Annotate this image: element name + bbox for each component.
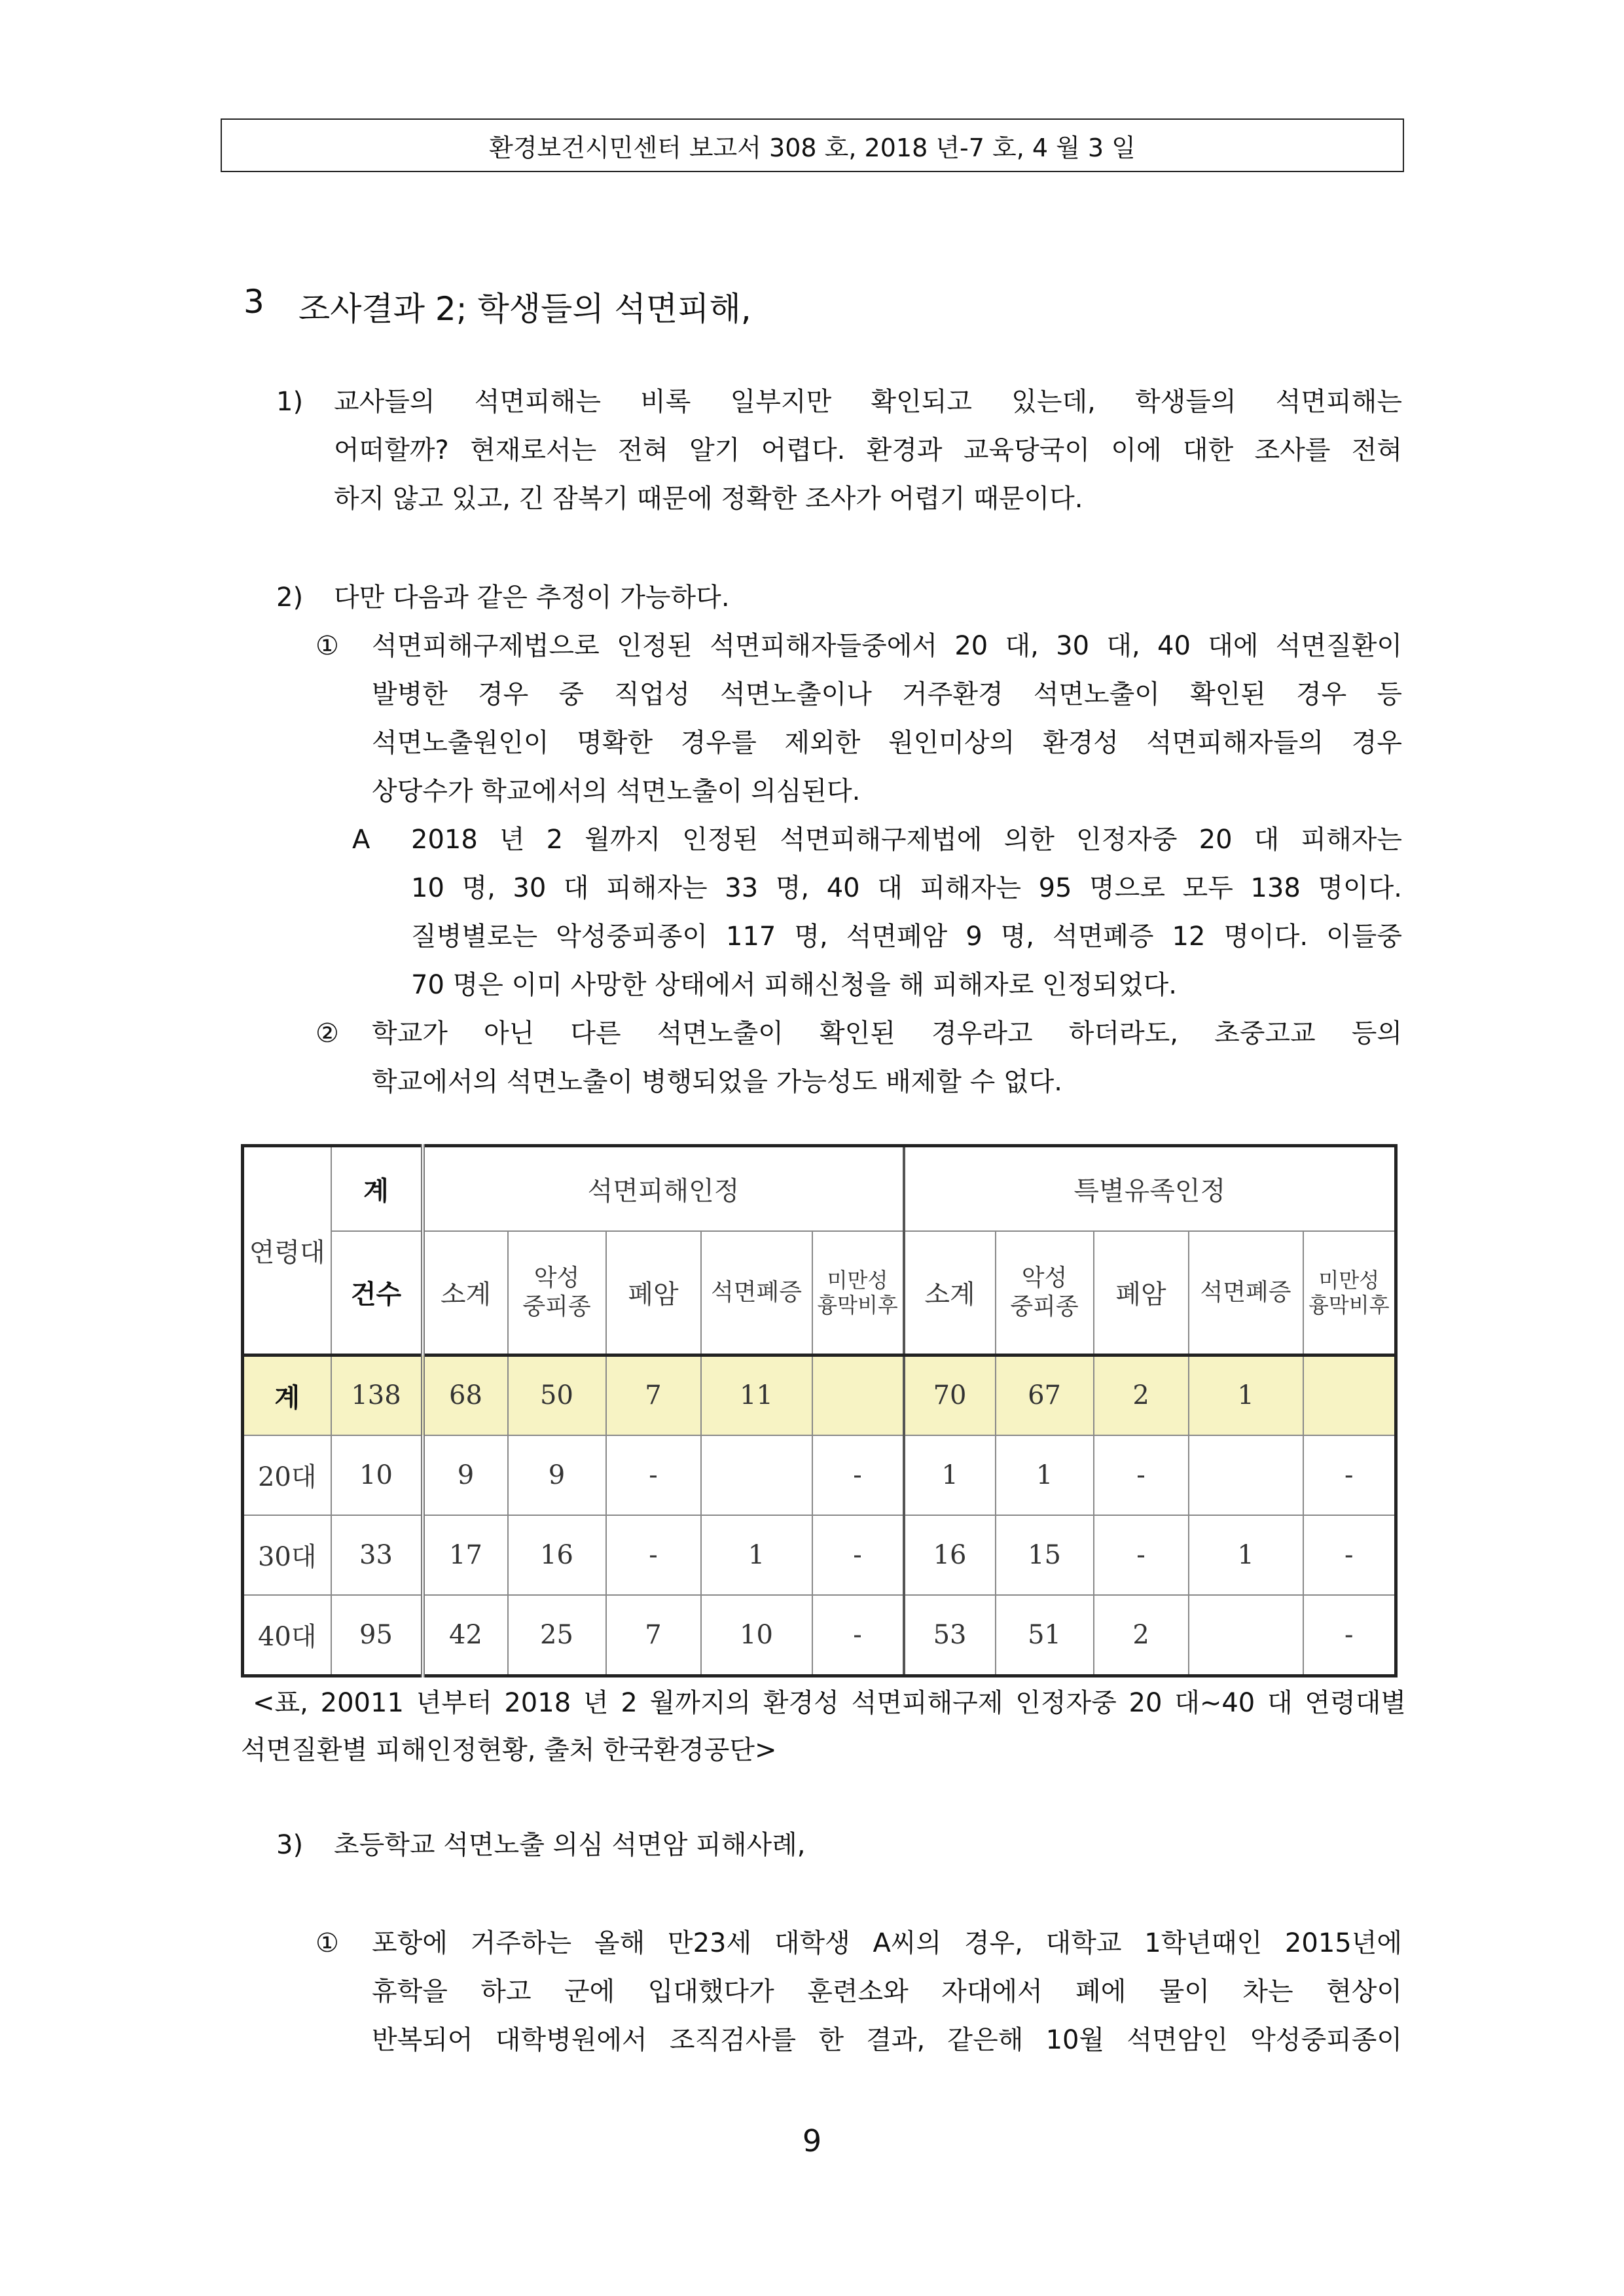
table-cell: 10 [331,1435,423,1515]
table-row [243,1355,1396,1435]
count-header: 건수 [331,1231,423,1355]
item1-line-3: 하지 않고 있고, 긴 잠복기 때문에 정확한 조사가 어렵기 때문이다. [334,484,1083,514]
item2-sub1-line-3: 석면노출원인이 명확한 경우를 제외한 원인미상의 환경성 석면피해자들의 경우 [372,728,1402,758]
table-cell: - [1303,1515,1396,1595]
item2-sub2-marker: ② [316,1018,339,1049]
table-cell: 1 [996,1435,1094,1515]
table-cell: 7 [606,1595,701,1676]
report-header-text: 환경보건시민센터 보고서 308 호, 2018 년-7 호, 4 월 3 일 [489,133,1136,162]
table-cell: - [1094,1515,1189,1595]
table-cell: 9 [423,1435,508,1515]
item3-sub1-line-3: 반복되어 대학병원에서 조직검사를 한 결과, 같은해 10월 석면암인 악성중피종이 [372,2025,1402,2055]
item2-subA-line-3: 질병별로는 악성중피종이 117 명, 석면폐암 9 명, 석면폐증 12 명이다. 이들중 [411,922,1402,952]
table-cell: 51 [996,1595,1094,1676]
table-cell [701,1435,812,1515]
g1-pleural-thickening-header: 미만성 흉막비후 [812,1231,904,1355]
item2-sub2-line-2: 학교에서의 석면노출이 병행되었을 가능성도 배제할 수 없다. [372,1067,1063,1097]
g2-asbestosis-header: 석면폐증 [1189,1231,1303,1355]
table-cell [812,1355,904,1435]
table-cell: - [1094,1435,1189,1515]
item2-marker: 2) [276,583,304,613]
table-cell: 50 [508,1355,606,1435]
row-label: 30대 [243,1515,331,1595]
age-group-header: 연령대 [243,1146,331,1355]
section-title [244,283,751,330]
g1-asbestosis-header: 석면폐증 [701,1231,812,1355]
table-cell: - [1303,1435,1396,1515]
item3-sub1-line-2: 휴학을 하고 군에 입대했다가 훈련소와 자대에서 폐에 물이 차는 현상이 [372,1977,1402,2007]
table-cell: - [606,1515,701,1595]
item2-sub1-line-4: 상당수가 학교에서의 석면노출이 의심된다. [372,776,861,806]
item2-text: 다만 다음과 같은 추정이 가능하다. [334,583,730,613]
table-cell: - [606,1435,701,1515]
stats-table [241,1144,1398,1677]
item1-marker: 1) [276,387,304,417]
item2-subA-line-2: 10 명, 30 대 피해자는 33 명, 40 대 피해자는 95 명으로 모두 138 명이다. [411,873,1402,903]
table-cell: - [812,1595,904,1676]
table-cell: 53 [904,1595,996,1676]
row-label: 20대 [243,1435,331,1515]
table-cell: 25 [508,1595,606,1676]
table-caption [241,1679,1406,1774]
table-cell: 67 [996,1355,1094,1435]
table-cell: 138 [331,1355,423,1435]
table-cell: 17 [423,1515,508,1595]
row-label: 계 [243,1355,331,1435]
table-cell: 1 [701,1515,812,1595]
item3-text: 초등학교 석면노출 의심 석면암 피해사례, [334,1830,806,1860]
table-cell: - [812,1515,904,1595]
recognition-group-header: 석면피해인정 [423,1146,904,1231]
g2-subtotal-header: 소계 [904,1231,996,1355]
item1-line-2: 어떠할까? 현재로서는 전혀 알기 어렵다. 환경과 교육당국이 이에 대한 조사를 전혀 [334,435,1402,465]
table-cell: 1 [1189,1355,1303,1435]
table-row [243,1515,1396,1595]
item2-sub2-line-1: 학교가 아닌 다른 석면노출이 확인된 경우라고 하더라도, 초중고교 등의 [372,1018,1402,1049]
section-number: 3 [244,283,264,321]
table-cell [1189,1435,1303,1515]
special-bereaved-group-header: 특별유족인정 [904,1146,1396,1231]
item2-sub1-line-2: 발병한 경우 중 직업성 석면노출이나 거주환경 석면노출이 확인된 경우 등 [372,679,1402,709]
table-cell: 70 [904,1355,996,1435]
caption-line-1: <표, 20011 년부터 2018 년 2 월까지의 환경성 석면피해구제 인정자중 20 대~40 대 연령대별 [253,1688,1406,1718]
table-cell: 15 [996,1515,1094,1595]
caption-line-2: 석면질환별 피해인정현황, 출처 한국환경공단> [241,1735,777,1765]
table-cell: - [1303,1595,1396,1676]
table-row [243,1435,1396,1515]
row-label: 40대 [243,1595,331,1676]
item3-sub1-marker: ① [316,1928,339,1958]
item2-subA-line-4: 70 명은 이미 사망한 상태에서 피해신청을 해 피해자로 인정되었다. [411,970,1177,1000]
table-row [243,1595,1396,1676]
table-cell: 68 [423,1355,508,1435]
item2-sub1-line-1: 석면피해구제법으로 인정된 석면피해자들중에서 20 대, 30 대, 40 대에 석면질환이 [372,631,1402,661]
table-cell: 16 [904,1515,996,1595]
total-header: 계 [331,1146,423,1231]
g1-lung-cancer-header: 폐암 [606,1231,701,1355]
item3-sub1-line-1: 포항에 거주하는 올해 만23세 대학생 A씨의 경우, 대학교 1학년때인 2015년에 [372,1928,1402,1958]
table-cell: 1 [904,1435,996,1515]
table-cell: 1 [1189,1515,1303,1595]
table-cell [1189,1595,1303,1676]
table-cell: 33 [331,1515,423,1595]
table-cell: - [812,1435,904,1515]
g1-mesothelioma-header: 악성 중피종 [508,1231,606,1355]
item3-marker: 3) [276,1830,304,1860]
table-cell: 16 [508,1515,606,1595]
table-cell: 2 [1094,1355,1189,1435]
asbestos-victims-table [241,1144,1394,1674]
item1-line-1: 교사들의 석면피해는 비록 일부지만 확인되고 있는데, 학생들의 석면피해는 [334,387,1402,417]
table-cell [1303,1355,1396,1435]
item2-sub1-marker: ① [316,631,339,661]
report-header [221,118,1404,172]
g2-pleural-thickening-header: 미만성 흉막비후 [1303,1231,1396,1355]
g2-mesothelioma-header: 악성 중피종 [996,1231,1094,1355]
g1-subtotal-header: 소계 [423,1231,508,1355]
item2-subA-marker: A [352,825,370,855]
table-cell: 10 [701,1595,812,1676]
item2-subA-line-1: 2018 년 2 월까지 인정된 석면피해구제법에 의한 인정자중 20 대 피해자는 [411,825,1402,855]
section-title-text: 조사결과 2; 학생들의 석면피해, [298,290,751,328]
table-cell: 42 [423,1595,508,1676]
table-cell: 2 [1094,1595,1189,1676]
table-cell: 95 [331,1595,423,1676]
table-cell: 9 [508,1435,606,1515]
table-cell: 11 [701,1355,812,1435]
table-cell: 7 [606,1355,701,1435]
page-number: 9 [802,2123,822,2159]
g2-lung-cancer-header: 폐암 [1094,1231,1189,1355]
